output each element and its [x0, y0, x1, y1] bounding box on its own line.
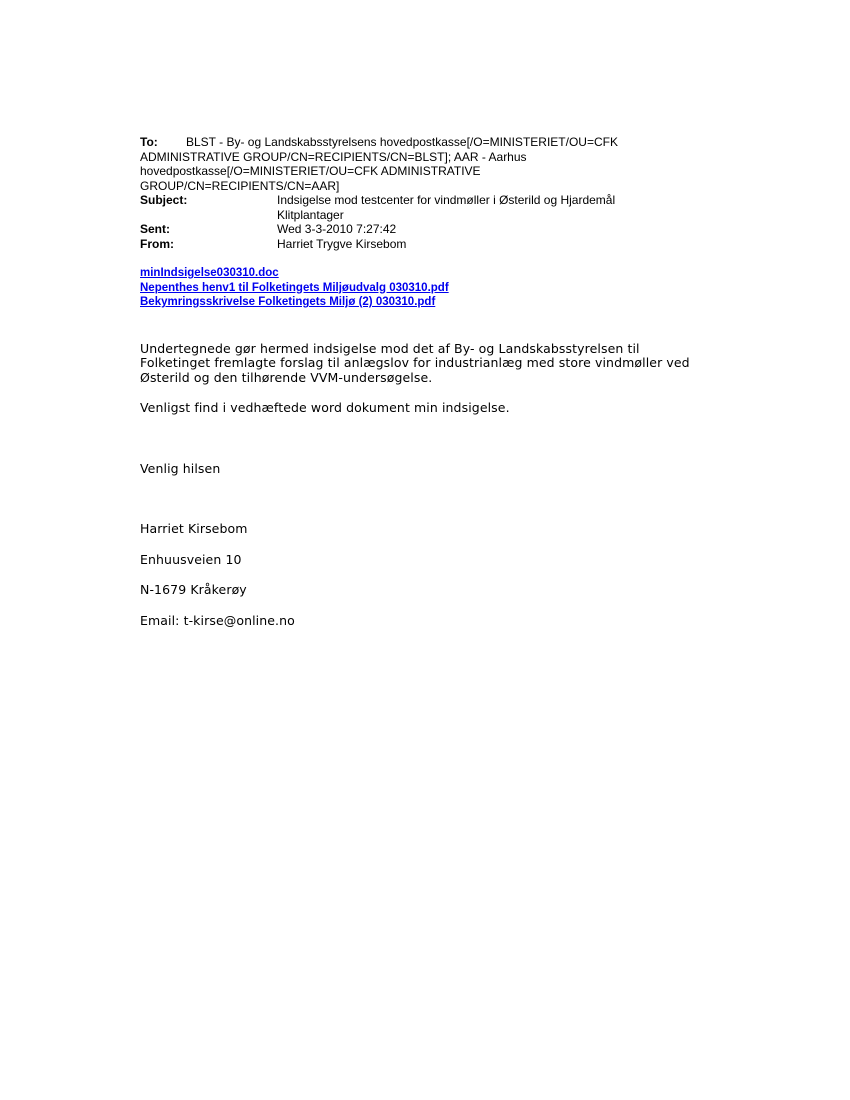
attachment-list: [140, 266, 740, 310]
sent-value: Wed 3-3-2010 7:27:42: [277, 222, 397, 236]
closing-greeting: Venlig hilsen: [140, 460, 221, 476]
attachment-link-bekymring-pdf[interactable]: Bekymringsskrivelse Folketingets Miljø (2) 030310.pdf: [140, 296, 436, 308]
sent-label: Sent:: [140, 222, 170, 236]
signature-address: Enhuusveien 10: [140, 551, 242, 567]
email-header: [140, 135, 740, 251]
attachment-link-doc[interactable]: minIndsigelse030310.doc: [140, 267, 279, 279]
sent-field: [140, 222, 740, 237]
email-document: [140, 135, 740, 628]
attachment-link-nepenthes-pdf[interactable]: Nepenthes henv1 til Folketingets Miljøudvalg 030310.pdf: [140, 281, 449, 294]
subject-value: Indsigelse mod testcenter for vindmøller i Østerild og Hjardemål Klitplantager: [277, 193, 616, 222]
subject-label: Subject:: [140, 193, 188, 207]
to-value: BLST - By- og Landskabsstyrelsens hovedpostkasse[/O=MINISTERIET/OU=CFK ADMINISTRATIVE GROUP/CN=RECIPIENTS/CN=BLST]; AAR - Aarhus hovedpostkasse[/O=MINISTERIET/OU=CFK ADMINISTRATIVE GROUP/CN=RECIPIENTS/CN=AAR]: [140, 135, 618, 193]
signature-name: Harriet Kirsebom: [140, 521, 248, 536]
from-field: [140, 237, 740, 252]
subject-field: [140, 193, 740, 222]
body-paragraph-objection: Undertegnede gør hermed indsigelse mod det af By- og Landskabsstyrelsen til Folketinget fremlagte forslag til anlægslov for industrianlæg med store vindmøller ved Østerild og den tilhørende VVM-undersøgelse.: [140, 340, 690, 385]
email-body: [140, 342, 740, 629]
from-value: Harriet Trygve Kirsebom: [277, 236, 407, 251]
to-field: [140, 135, 660, 193]
to-label: To:: [140, 135, 158, 149]
signature-email: Email: t-kirse@online.no: [140, 612, 295, 628]
body-paragraph-attachment-note: Venligst find i vedhæftede word dokument min indsigelse.: [140, 400, 510, 415]
signature-postal: N-1679 Kråkerøy: [140, 582, 247, 597]
from-label: From:: [140, 236, 174, 251]
